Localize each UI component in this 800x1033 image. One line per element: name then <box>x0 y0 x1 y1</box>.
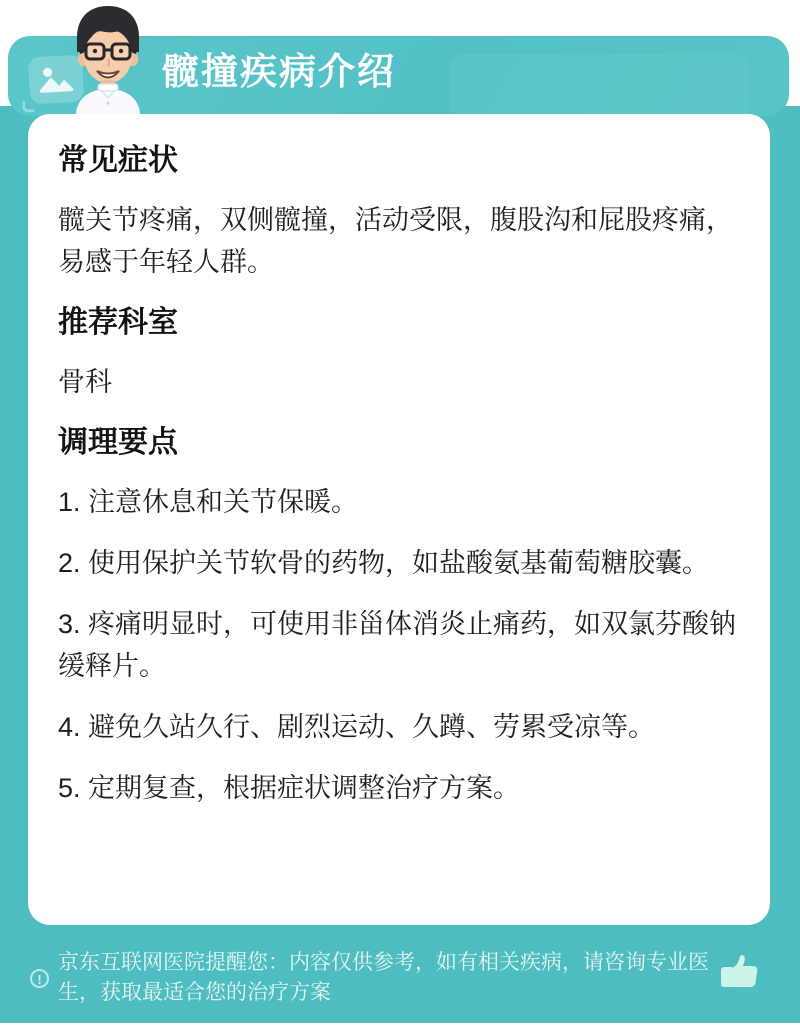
footer-bar <box>30 948 720 1008</box>
care-item: 1. 注意休息和关节保暖。 <box>58 487 359 517</box>
band-highlight <box>449 54 749 116</box>
department-heading: 推荐科室 <box>58 306 178 339</box>
care-heading: 调理要点 <box>58 426 178 459</box>
care-item: 4. 避免久站久行、剧烈运动、久蹲、劳累受凉等。 <box>58 712 656 742</box>
footer-disclaimer: 京东互联网医院提醒您：内容仅供参考，如有相关疾病，请咨询专业医生，获取最适合您的治疗方案 <box>58 951 709 1004</box>
symptoms-text: 髋关节疼痛，双侧髋撞，活动受限，腹股沟和屁股疼痛，易感于年轻人群。 <box>58 205 733 277</box>
care-item: 5. 定期复查，根据症状调整治疗方案。 <box>58 773 521 803</box>
viewfinder-bracket-icon <box>22 100 35 113</box>
department-text: 骨科 <box>58 367 112 397</box>
care-item: 3. 疼痛明显时，可使用非甾体消炎止痛药，如双氯芬酸钠缓释片。 <box>58 609 737 681</box>
content-card <box>28 114 770 925</box>
page-title: 髋撞疾病介绍 <box>162 51 396 92</box>
info-icon: ! <box>30 969 49 988</box>
symptoms-heading: 常见症状 <box>58 144 178 177</box>
thumbs-up-icon <box>719 951 761 991</box>
doctor-avatar <box>64 4 152 116</box>
care-item: 2. 使用保护关节软骨的药物，如盐酸氨基葡萄糖胶囊。 <box>58 548 710 578</box>
thumbs-up-button[interactable] <box>719 951 761 991</box>
